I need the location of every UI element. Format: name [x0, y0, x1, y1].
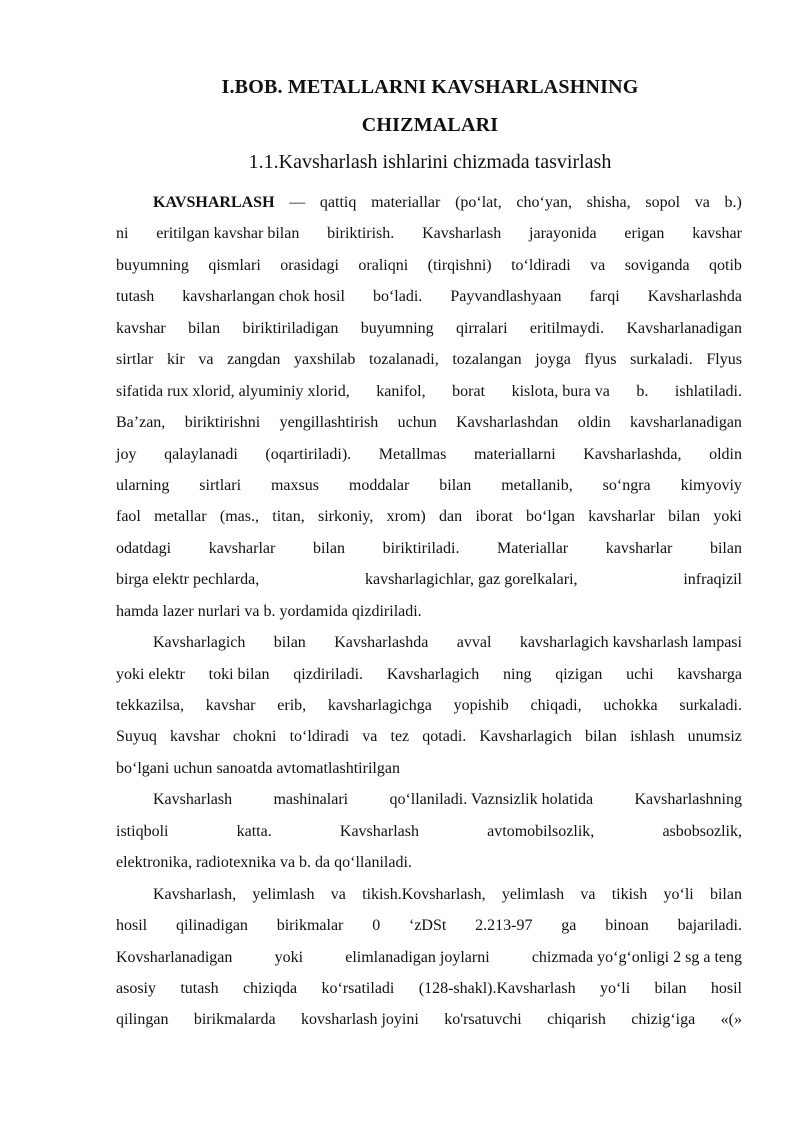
text-word: — — [289, 194, 306, 211]
text-word: radiotexnika — [195, 854, 276, 872]
text-word: kavshar — [692, 225, 742, 243]
text-word: Kavsharlanadigan — [626, 319, 742, 337]
text-line — [116, 439, 742, 470]
text-word: oldin — [577, 414, 611, 432]
text-line — [116, 690, 742, 721]
text-word: toki bilan — [208, 665, 270, 683]
text-word: bo‘lgan — [526, 508, 575, 526]
text-word: uchi — [626, 665, 654, 683]
text-word: titan, — [272, 508, 305, 526]
text-word: chokni — [232, 728, 277, 746]
text-word: kanifol, — [376, 382, 426, 400]
text-word: birikmalar — [276, 917, 344, 935]
text-word: qalaylanadi — [164, 445, 238, 463]
text-word: ‘zDSt — [409, 917, 447, 935]
text-word: erigan — [624, 225, 665, 243]
text-word: yengillashtirish — [279, 414, 379, 432]
text-word: kavsharlangan chok hosil — [182, 288, 345, 306]
text-word: ni — [116, 225, 129, 243]
text-word: yordamida — [279, 602, 348, 620]
text-line — [116, 942, 742, 973]
text-word: sifatida rux xlorid, alyuminiy xlorid, — [116, 382, 350, 400]
text-word: qilingan — [116, 1011, 169, 1029]
text-word: buyumning — [116, 256, 189, 274]
text-word: (oqartiriladi). — [265, 445, 352, 463]
text-word: ga — [561, 917, 577, 935]
text-word: va — [580, 885, 596, 903]
text-word: Kavsharlash — [422, 225, 502, 243]
chapter-title-line-2: CHIZMALARI — [361, 114, 499, 136]
text-word: asbobsozlik, — [662, 822, 742, 840]
text-word: uchokka — [603, 697, 658, 714]
text-word: Kavsharlagich — [386, 665, 480, 683]
text-word: qizigan — [555, 665, 603, 683]
text-word: lazer — [162, 602, 194, 620]
text-word: Kovsharlanadigan — [116, 948, 233, 966]
text-word: tutash — [116, 288, 155, 306]
text-word: biriktiriladigan — [242, 319, 339, 337]
text-word: tez — [390, 728, 410, 746]
text-word: nurlari — [197, 602, 241, 620]
text-line — [116, 627, 742, 658]
text-word: sopol — [645, 194, 681, 211]
text-line — [116, 250, 742, 281]
text-word: kavsharlar — [208, 539, 276, 557]
text-word: zangdan — [227, 351, 281, 369]
text-word: Kavsharlashning — [634, 791, 742, 809]
text-word: bo‘ladi. — [372, 288, 423, 306]
text-line — [116, 596, 742, 627]
text-word: soviganda — [624, 256, 690, 274]
text-word: bilan — [654, 979, 687, 997]
text-word: sirtlari — [199, 476, 242, 494]
text-word: Kavsharlashda, — [583, 445, 682, 463]
text-line — [116, 501, 742, 532]
text-word: kavshar — [116, 319, 166, 337]
text-word: va — [244, 602, 260, 620]
text-word: to‘ldiradi — [289, 728, 350, 746]
text-word: metallanib, — [501, 476, 573, 494]
text-word: yoki — [713, 508, 742, 526]
text-word: erib, — [277, 697, 307, 714]
text-line — [116, 753, 742, 784]
text-word: binoan — [605, 917, 649, 935]
text-word: qo‘llaniladi. Vaznsizlik holatida — [389, 791, 594, 809]
text-word: ning — [503, 665, 532, 683]
text-word: b. — [299, 854, 312, 872]
text-word: uchun — [173, 759, 213, 777]
text-word: katta. — [236, 822, 272, 840]
text-word: (mas., — [219, 508, 259, 526]
text-word: Flyus — [706, 351, 742, 369]
text-line — [116, 879, 742, 910]
text-word: bilan — [584, 728, 617, 746]
text-word: oldin — [709, 445, 742, 463]
text-line — [116, 407, 742, 438]
text-word: Kavsharlashda — [647, 288, 742, 306]
text-word: unumsiz — [687, 728, 742, 746]
text-line — [116, 218, 742, 249]
text-word: biriktiriladi. — [382, 539, 460, 557]
text-word: kavsharlanadigan — [629, 414, 742, 432]
text-word: maxsus — [270, 476, 319, 494]
text-word: tutash — [180, 979, 219, 997]
text-word: birikmalarda — [193, 1011, 276, 1029]
text-word: chiziqda — [242, 979, 298, 997]
text-word: bilan — [188, 319, 221, 337]
text-word: yo‘li — [599, 979, 631, 997]
text-word: chizig‘iga — [631, 1011, 696, 1029]
body-text — [116, 187, 742, 1036]
text-word: yoki — [274, 948, 304, 966]
text-line — [116, 344, 742, 375]
text-word: Ba’zan, — [116, 414, 166, 432]
text-word: Kavsharlagich — [479, 728, 572, 746]
text-word: qirralari — [456, 319, 508, 337]
text-word: bilan — [709, 885, 742, 903]
text-word: faol — [116, 508, 141, 526]
text-line — [116, 784, 742, 815]
text-word: Kavsharlash — [153, 791, 233, 809]
text-word: qotadi. — [422, 728, 467, 746]
text-word: birga elektr pechlarda, — [116, 571, 260, 589]
text-word: avtomobilsozlik, — [487, 822, 595, 840]
text-word: mashinalari — [273, 791, 349, 809]
text-word: 0 — [372, 917, 381, 935]
text-word: Kavsharlash — [339, 822, 419, 840]
text-word: ishlash — [630, 728, 675, 746]
text-word: cho‘yan, — [516, 194, 572, 211]
text-word: tozalangan — [452, 351, 522, 369]
text-word: Kavsharlashda — [334, 634, 429, 652]
text-word: ko‘rsatiladi — [321, 979, 395, 997]
text-word: joyga — [535, 351, 571, 369]
text-word: kir — [166, 351, 185, 369]
text-line — [116, 564, 742, 595]
text-word: kislota, bura va — [511, 382, 610, 400]
text-word: qizdiriladi. — [293, 665, 364, 683]
text-word: materiallar — [371, 194, 441, 211]
text-word: (tirqishni) — [427, 256, 492, 274]
text-word: sanoatda — [216, 759, 273, 777]
text-word: buyumning — [360, 319, 434, 337]
text-word: so‘ngra — [602, 476, 651, 494]
text-line — [116, 281, 742, 312]
text-word: (128-shakl).Kavsharlash — [418, 979, 576, 997]
section-title: 1.1.Kavsharlash ishlarini chizmada tasvirlash — [248, 151, 612, 173]
chapter-title-line-1: I.BOB. METALLARNI KAVSHARLASHNING — [221, 76, 639, 98]
text-word: va — [279, 854, 296, 872]
text-word: bilan — [312, 539, 345, 557]
text-word: qizdiriladi. — [351, 602, 422, 620]
text-word: borat — [452, 382, 486, 400]
text-word: jarayonida — [529, 225, 597, 243]
text-word: va — [330, 885, 346, 903]
text-word: infraqizil — [683, 571, 742, 589]
text-word: Kavsharlagich — [153, 634, 246, 652]
text-word: kavsharlagichlar, gaz gorelkalari, — [364, 571, 578, 589]
text-word: Suyuq — [116, 728, 157, 746]
text-word: elektronika, — [116, 854, 192, 872]
text-word: materiallarni — [473, 445, 556, 463]
text-word: bo‘lgani — [116, 759, 170, 777]
text-word: asosiy — [116, 979, 156, 997]
text-word: flyus — [584, 351, 617, 369]
text-word: yopishib — [453, 697, 509, 714]
text-word: yaxshilab — [294, 351, 356, 369]
text-word: Materiallar — [497, 539, 569, 557]
text-word: kavshar — [170, 728, 220, 746]
text-word: tozalanadi, — [368, 351, 439, 369]
text-word: b. — [263, 602, 276, 620]
text-word: Kavsharlashdan — [456, 414, 559, 432]
text-word: bilan — [439, 476, 472, 494]
text-word: orasidagi — [280, 256, 339, 274]
text-word: hosil — [710, 979, 742, 997]
text-word: bilan — [273, 634, 306, 652]
text-word: hamda — [116, 602, 159, 620]
text-word: dan — [439, 508, 463, 526]
text-word: chiqadi, — [530, 697, 582, 714]
text-word: shisha, — [586, 194, 631, 211]
text-line — [116, 187, 742, 218]
text-word: kavsharlagichga — [327, 697, 432, 714]
text-line — [116, 973, 742, 1004]
text-word: b. — [636, 382, 649, 400]
text-word: surkaladi. — [679, 697, 742, 714]
text-word: sirkoniy, — [317, 508, 374, 526]
text-word: biriktirish. — [327, 225, 395, 243]
text-word: tikish.Kovsharlash, — [362, 885, 486, 903]
text-word: va — [590, 256, 606, 274]
text-word: uchun — [397, 414, 437, 432]
text-word: odatdagi — [116, 539, 172, 557]
text-word: va — [694, 194, 710, 211]
text-word: qattiq — [319, 194, 357, 211]
text-word: ko'rsatuvchi — [444, 1011, 522, 1029]
text-word: «(» — [720, 1011, 742, 1029]
text-word: kavshar — [205, 697, 256, 714]
text-word: istiqboli — [116, 822, 169, 840]
text-word: avtomatlashtirilgan — [276, 759, 400, 777]
text-word: joy — [116, 445, 137, 463]
text-word: tekkazilsa, — [116, 697, 184, 714]
text-word: ularning — [116, 476, 170, 494]
text-word: Kavsharlash, — [153, 885, 237, 903]
text-word: qilinadigan — [175, 917, 248, 935]
text-line — [116, 816, 742, 847]
text-line — [116, 470, 742, 501]
text-word: elimlanadigan joylarni — [345, 948, 490, 966]
text-word: bilan — [668, 508, 701, 526]
text-line — [116, 533, 742, 564]
text-word: to‘ldiradi — [511, 256, 571, 274]
text-word: tikish — [611, 885, 648, 903]
text-line — [116, 376, 742, 407]
text-word: avval — [456, 634, 492, 652]
text-word: yo‘li — [663, 885, 694, 903]
text-word: eritilgan kavshar bilan — [156, 225, 300, 243]
text-word: biriktirishni — [184, 414, 261, 432]
text-word: kavsharlagich kavsharlash lampasi — [519, 634, 742, 652]
text-line — [116, 721, 742, 752]
term-keyword: KAVSHARLASH — [153, 194, 275, 211]
text-word: sirtlar — [116, 351, 154, 369]
text-word: chizmada yo‘g‘onligi 2 sg a teng — [531, 948, 742, 966]
text-word: Metallmas — [378, 445, 447, 463]
text-word: metallar — [154, 508, 207, 526]
text-word: 2.213-97 — [475, 917, 533, 935]
text-line — [116, 847, 742, 878]
text-word: kovsharlash joyini — [301, 1011, 419, 1029]
text-word: va — [198, 351, 214, 369]
text-word: moddalar — [348, 476, 410, 494]
text-word: kavsharlar — [605, 539, 673, 557]
text-word: iborat — [475, 508, 513, 526]
text-word: qismlari — [208, 256, 261, 274]
text-word: eritilmaydi. — [529, 319, 605, 337]
text-word: kavsharga — [677, 665, 742, 683]
text-word: bilan — [709, 539, 742, 557]
text-word: va — [362, 728, 378, 746]
text-word: qotib — [709, 256, 742, 274]
text-word: yoki elektr — [116, 665, 185, 683]
text-word: yelimlash — [252, 885, 315, 903]
text-word: bajariladi. — [677, 917, 742, 935]
text-word: Payvandlashyaan — [450, 288, 562, 306]
text-line — [116, 313, 742, 344]
text-word: farqi — [589, 288, 620, 306]
text-line — [116, 659, 742, 690]
text-word: b.) — [724, 194, 742, 211]
text-word: kavsharlar — [588, 508, 655, 526]
text-word: kimyoviy — [680, 476, 742, 494]
text-word: ishlatiladi. — [674, 382, 742, 400]
text-word: chiqarish — [547, 1011, 606, 1029]
text-line — [116, 1004, 742, 1035]
text-word: surkaladi. — [630, 351, 693, 369]
text-word: xrom) — [386, 508, 426, 526]
text-line — [116, 910, 742, 941]
text-word: (po‘lat, — [455, 194, 502, 211]
text-word: yelimlash — [501, 885, 565, 903]
text-word: hosil — [116, 917, 148, 935]
text-word: qo‘llaniladi. — [334, 854, 412, 872]
text-word: oraliqni — [358, 256, 409, 274]
text-word: da — [315, 854, 331, 872]
